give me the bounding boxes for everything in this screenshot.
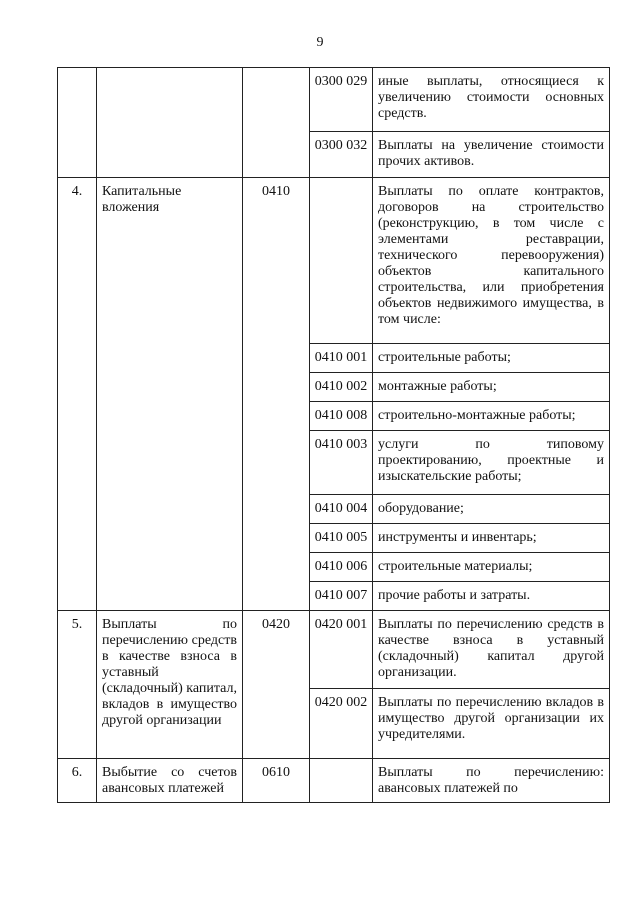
description-cell: Выплаты на увеличение стоимости прочих активов. bbox=[373, 132, 610, 178]
description-cell: Выплаты по перечислению вкладов в имущество другой организации их учредителями. bbox=[373, 689, 610, 759]
description-cell: строительно-монтажные работы; bbox=[373, 402, 610, 431]
row-code-cell: 0420 bbox=[243, 611, 310, 759]
subcode-cell: 0410 002 bbox=[310, 373, 373, 402]
description-cell: строительные работы; bbox=[373, 344, 610, 373]
description-cell: Выплаты по перечислению средств в качестве взноса в уставный (складочный) капитал другой организации. bbox=[373, 611, 610, 689]
row-name-cell: Выплаты по перечислению средств в качестве взноса в уставный (складочный) капитал, вкладов в имущество другой организации bbox=[97, 611, 243, 759]
description-cell: услуги по типовому проектированию, проектные и изыскательские работы; bbox=[373, 431, 610, 495]
subcode-cell: 0300 032 bbox=[310, 132, 373, 178]
description-cell: Выплаты по оплате контрактов, договоров на строительство (реконструкцию, в том числе с элементами реставрации, технического перевооружения) объектов капитального строительства, или приобретения объектов недвижимого имущества, в том числе: bbox=[373, 178, 610, 344]
row-number-cell: 5. bbox=[58, 611, 97, 759]
description-cell: инструменты и инвентарь; bbox=[373, 524, 610, 553]
description-cell: иные выплаты, относящиеся к увеличению стоимости основных средств. bbox=[373, 68, 610, 132]
subcode-cell: 0410 006 bbox=[310, 553, 373, 582]
description-cell: прочие работы и затраты. bbox=[373, 582, 610, 611]
row-number-cell bbox=[58, 68, 97, 178]
subcode-cell: 0410 004 bbox=[310, 495, 373, 524]
subcode-cell bbox=[310, 178, 373, 344]
row-code-cell: 0610 bbox=[243, 759, 310, 803]
description-cell: оборудование; bbox=[373, 495, 610, 524]
description-cell: монтажные работы; bbox=[373, 373, 610, 402]
row-code-cell bbox=[243, 68, 310, 178]
subcode-cell: 0410 003 bbox=[310, 431, 373, 495]
row-code-cell: 0410 bbox=[243, 178, 310, 611]
description-cell: строительные материалы; bbox=[373, 553, 610, 582]
subcode-cell: 0410 005 bbox=[310, 524, 373, 553]
subcode-cell: 0410 007 bbox=[310, 582, 373, 611]
subcode-cell bbox=[310, 759, 373, 803]
table-row bbox=[58, 759, 610, 803]
row-name-cell: Капитальные вложения bbox=[97, 178, 243, 611]
table-row bbox=[58, 611, 610, 689]
row-number-cell: 6. bbox=[58, 759, 97, 803]
subcode-cell: 0420 001 bbox=[310, 611, 373, 689]
subcode-cell: 0300 029 bbox=[310, 68, 373, 132]
subcode-cell: 0410 001 bbox=[310, 344, 373, 373]
table-row bbox=[58, 68, 610, 132]
subcode-cell: 0410 008 bbox=[310, 402, 373, 431]
budget-codes-table bbox=[57, 67, 610, 803]
row-name-cell: Выбытие со счетов авансовых платежей bbox=[97, 759, 243, 803]
row-number-cell: 4. bbox=[58, 178, 97, 611]
table-row bbox=[58, 178, 610, 344]
description-cell: Выплаты по перечислению: авансовых платежей по bbox=[373, 759, 610, 803]
subcode-cell: 0420 002 bbox=[310, 689, 373, 759]
row-name-cell bbox=[97, 68, 243, 178]
page-number: 9 bbox=[316, 35, 324, 50]
